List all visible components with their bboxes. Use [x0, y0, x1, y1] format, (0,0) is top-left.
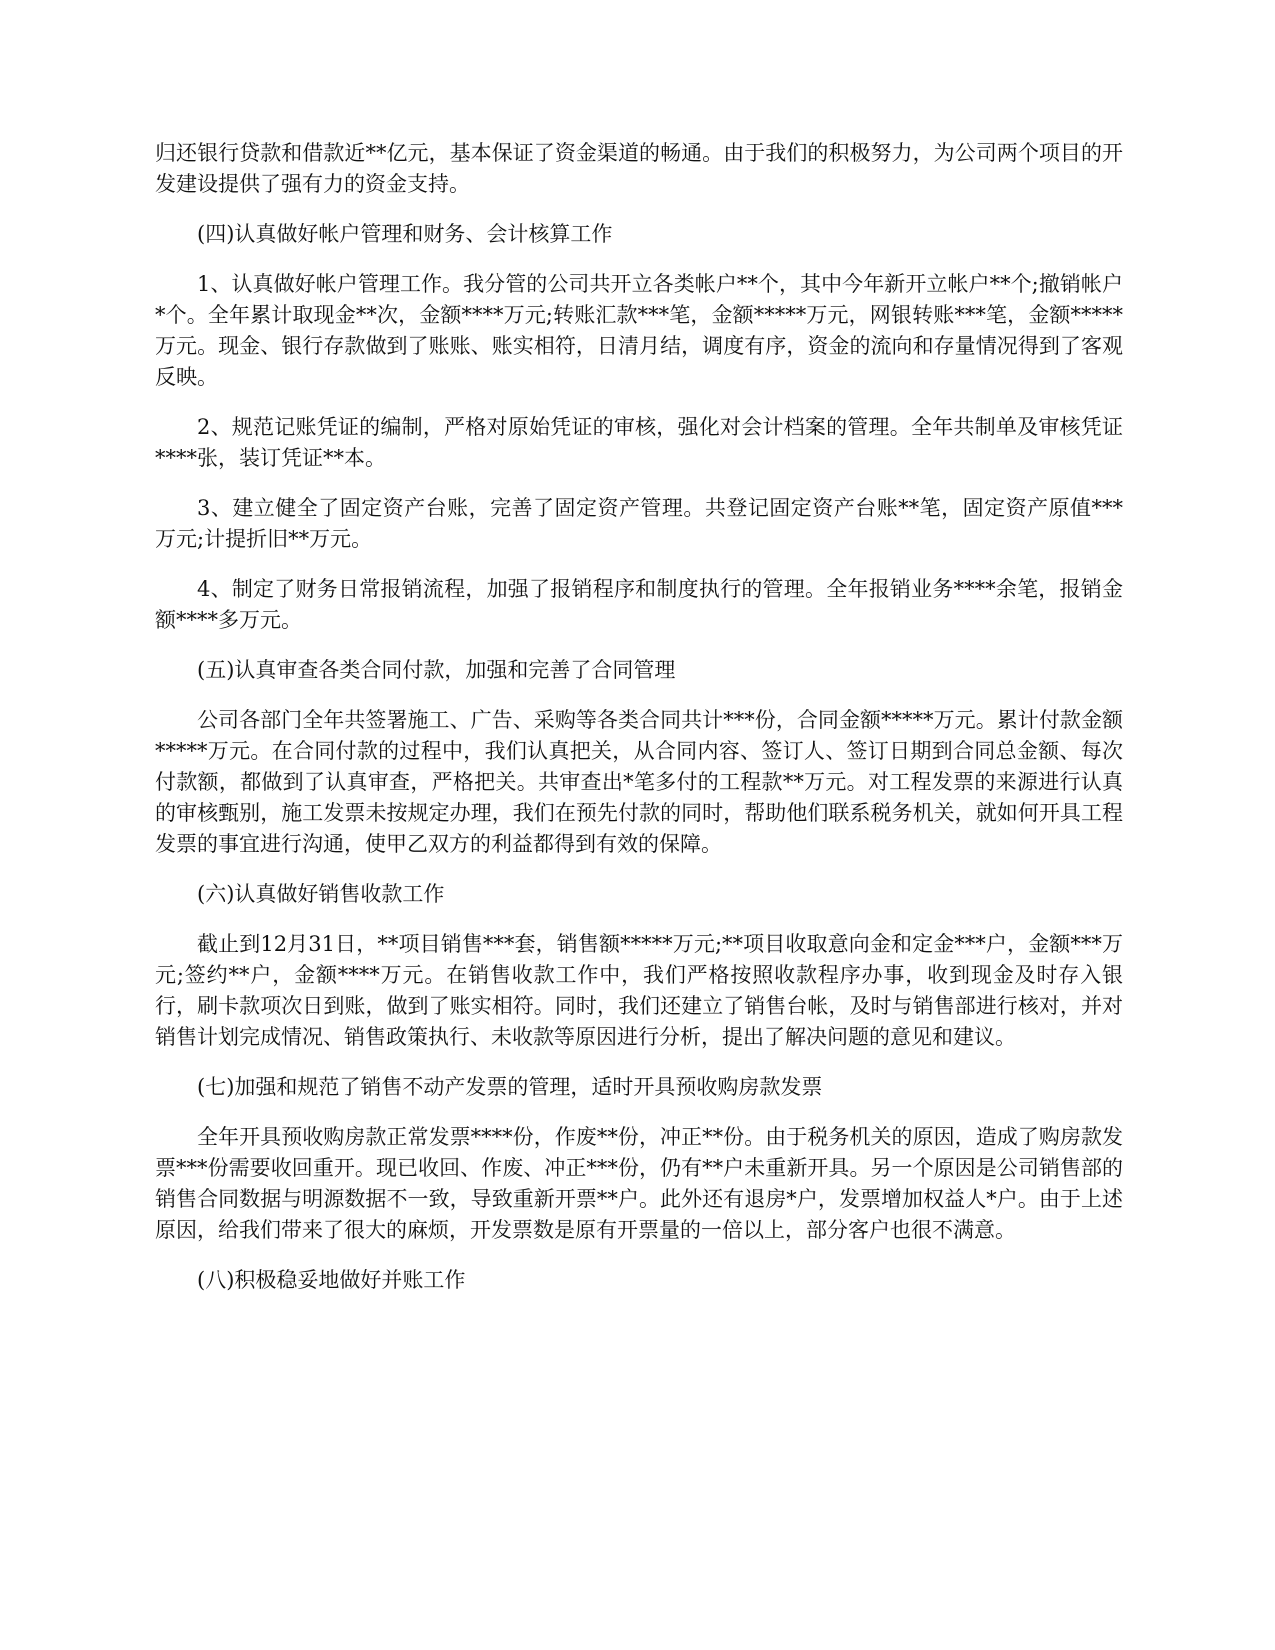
section-heading-6: (六)认真做好销售收款工作 — [197, 882, 445, 906]
paragraph-continuation: 归还银行贷款和借款近**亿元，基本保证了资金渠道的畅通。由于我们的积极努力，为公司两个项目的开发建设提供了强有力的资金支持。 — [155, 141, 1123, 196]
paragraph-fixed-assets: 3、建立健全了固定资产台账，完善了固定资产管理。共登记固定资产台账**笔，固定资产原值***万元;计提折旧**万元。 — [155, 496, 1123, 551]
section-heading-8: (八)积极稳妥地做好并账工作 — [197, 1268, 466, 1292]
paragraph-sales-collection: 截止到12月31日，**项目销售***套，销售额*****万元;**项目收取意向金和定金***户，金额***万元;签约**户，金额****万元。在销售收款工作中，我们严格按照收款程序办事，收到现金及时存入银行，刷卡款项次日到账，做到了账实相符。同时，我们还建立了销售台帐，及时与销售部进行核对，并对销售计划完成情况、销售政策执行、未收款等原因进行分析，提出了解决问题的意见和建议。 — [155, 932, 1123, 1049]
document-page — [155, 138, 1123, 1315]
paragraph-contract-payments: 公司各部门全年共签署施工、广告、采购等各类合同共计***份，合同金额*****万元。累计付款金额*****万元。在合同付款的过程中，我们认真把关，从合同内容、签订人、签订日期到合同总金额、每次付款额，都做到了认真审查，严格把关。共审查出*笔多付的工程款**万元。对工程发票的来源进行认真的审核甄别，施工发票未按规定办理，我们在预先付款的同时，帮助他们联系税务机关，就如何开具工程发票的事宜进行沟通，使甲乙双方的利益都得到有效的保障。 — [155, 708, 1123, 856]
section-heading-7: (七)加强和规范了销售不动产发票的管理，适时开具预收购房款发票 — [197, 1075, 823, 1099]
paragraph-account-management: 1、认真做好帐户管理工作。我分管的公司共开立各类帐户**个，其中今年新开立帐户**个;撤销帐户*个。全年累计取现金**次，金额****万元;转账汇款***笔，金额*****万元，网银转账***笔，金额*****万元。现金、银行存款做到了账账、账实相符，日清月结，调度有序，资金的流向和存量情况得到了客观反映。 — [155, 272, 1123, 389]
paragraph-voucher-standards: 2、规范记账凭证的编制，严格对原始凭证的审核，强化对会计档案的管理。全年共制单及审核凭证****张，装订凭证**本。 — [155, 415, 1123, 470]
section-heading-4: (四)认真做好帐户管理和财务、会计核算工作 — [197, 222, 613, 246]
paragraph-invoices: 全年开具预收购房款正常发票****份，作废**份，冲正**份。由于税务机关的原因，造成了购房款发票***份需要收回重开。现已收回、作废、冲正***份，仍有**户未重新开具。另一个原因是公司销售部的销售合同数据与明源数据不一致，导致重新开票**户。此外还有退房*户，发票增加权益人*户。由于上述原因，给我们带来了很大的麻烦，开发票数是原有开票量的一倍以上，部分客户也很不满意。 — [155, 1125, 1123, 1242]
paragraph-reimbursement: 4、制定了财务日常报销流程，加强了报销程序和制度执行的管理。全年报销业务****余笔，报销金额****多万元。 — [155, 577, 1123, 632]
section-heading-5: (五)认真审查各类合同付款，加强和完善了合同管理 — [197, 658, 676, 682]
